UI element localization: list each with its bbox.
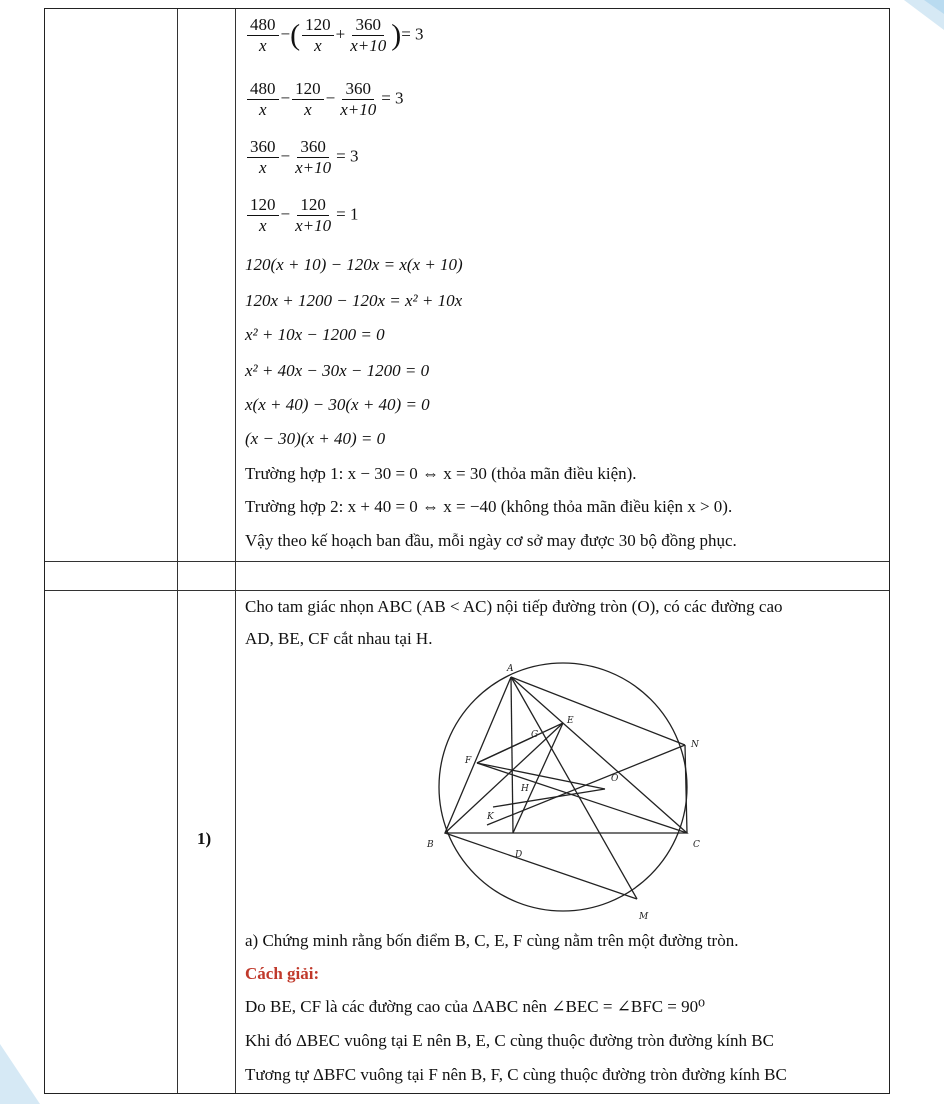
equation-line-3: $\frac{360}{x}$ − $\frac{360}{x+10}$ = 3	[245, 137, 358, 178]
conclusion-text: Vậy theo kế hoạch ban đầu, mỗi ngày cơ sở may được 30 bộ đồng phục.	[245, 531, 737, 550]
label-m: M	[639, 912, 649, 922]
altitude-ad	[511, 677, 513, 833]
equation-line-1: $\frac{480}{x}$ −( $\frac{120}{x}$ + $\frac{360}{x+10}$ )= 3	[245, 15, 424, 56]
equation-line-7: x² + 10x − 1200 = 0	[245, 325, 385, 344]
solution-heading: Cách giải:	[245, 964, 320, 983]
label-c: C	[693, 840, 700, 850]
geometry-figure	[415, 657, 705, 929]
row-divider-1	[45, 561, 889, 562]
problem-line-2: AD, BE, CF cắt nhau tại H.	[245, 629, 433, 648]
problem-line-1: Cho tam giác nhọn ABC (AB < AC) nội tiếp đường tròn (O), có các đường cao	[245, 597, 783, 616]
equation-line-2: $\frac{480}{x}$ − $\frac{120}{x}$ − $\frac{360}{x+10}$ = 3	[245, 79, 404, 120]
label-n: N	[691, 740, 699, 750]
altitude-be	[445, 723, 563, 833]
equation-line-4: $\frac{120}{x}$ − $\frac{120}{x+10}$ = 1	[245, 195, 358, 236]
row-divider-2	[45, 590, 889, 591]
label-b: B	[427, 840, 434, 850]
case-1-text: Trường hợp 1: x − 30 = 0 ⇔ x = 30 (thỏa mãn điều kiện).	[245, 464, 637, 483]
solution-line-1: Do BE, CF là các đường cao của ΔABC nên ∠BEC = ∠BFC = 90⁰	[245, 997, 705, 1016]
solution-line-2: Khi đó ΔBEC vuông tại E nên B, E, C cùng thuộc đường tròn đường kính BC	[245, 1031, 774, 1050]
solution-line-3: Tương tự ΔBFC vuông tại F nên B, F, C cùng thuộc đường tròn đường kính BC	[245, 1065, 787, 1084]
equation-line-8: x² + 40x − 30x − 1200 = 0	[245, 361, 430, 380]
label-k: K	[487, 812, 494, 822]
equation-line-6: 120x + 1200 − 120x = x² + 10x	[245, 291, 463, 310]
label-h: H	[521, 784, 529, 794]
altitude-cf	[477, 763, 687, 833]
column-divider-1	[177, 9, 178, 1093]
solution-table	[44, 8, 890, 1094]
triangle-abc	[445, 677, 687, 833]
equation-line-10: (x − 30)(x + 40) = 0	[245, 429, 386, 448]
label-e: E	[567, 716, 574, 726]
part-a-text: a) Chứng minh rằng bốn điểm B, C, E, F cùng nằm trên một đường tròn.	[245, 931, 739, 950]
question-number: 1)	[197, 829, 212, 848]
column-divider-2	[235, 9, 236, 1093]
label-d: D	[515, 850, 523, 860]
label-o: O	[611, 774, 619, 784]
label-a: A	[507, 664, 514, 674]
case-2-text: Trường hợp 2: x + 40 = 0 ⇔ x = −40 (không thỏa mãn điều kiện x > 0).	[245, 497, 733, 516]
equation-line-5: 120(x + 10) − 120x = x(x + 10)	[245, 255, 463, 274]
label-g: G	[531, 730, 539, 740]
equation-line-9: x(x + 40) − 30(x + 40) = 0	[245, 395, 430, 414]
label-f: F	[465, 756, 472, 766]
corner-decoration-top-right	[884, 0, 944, 40]
